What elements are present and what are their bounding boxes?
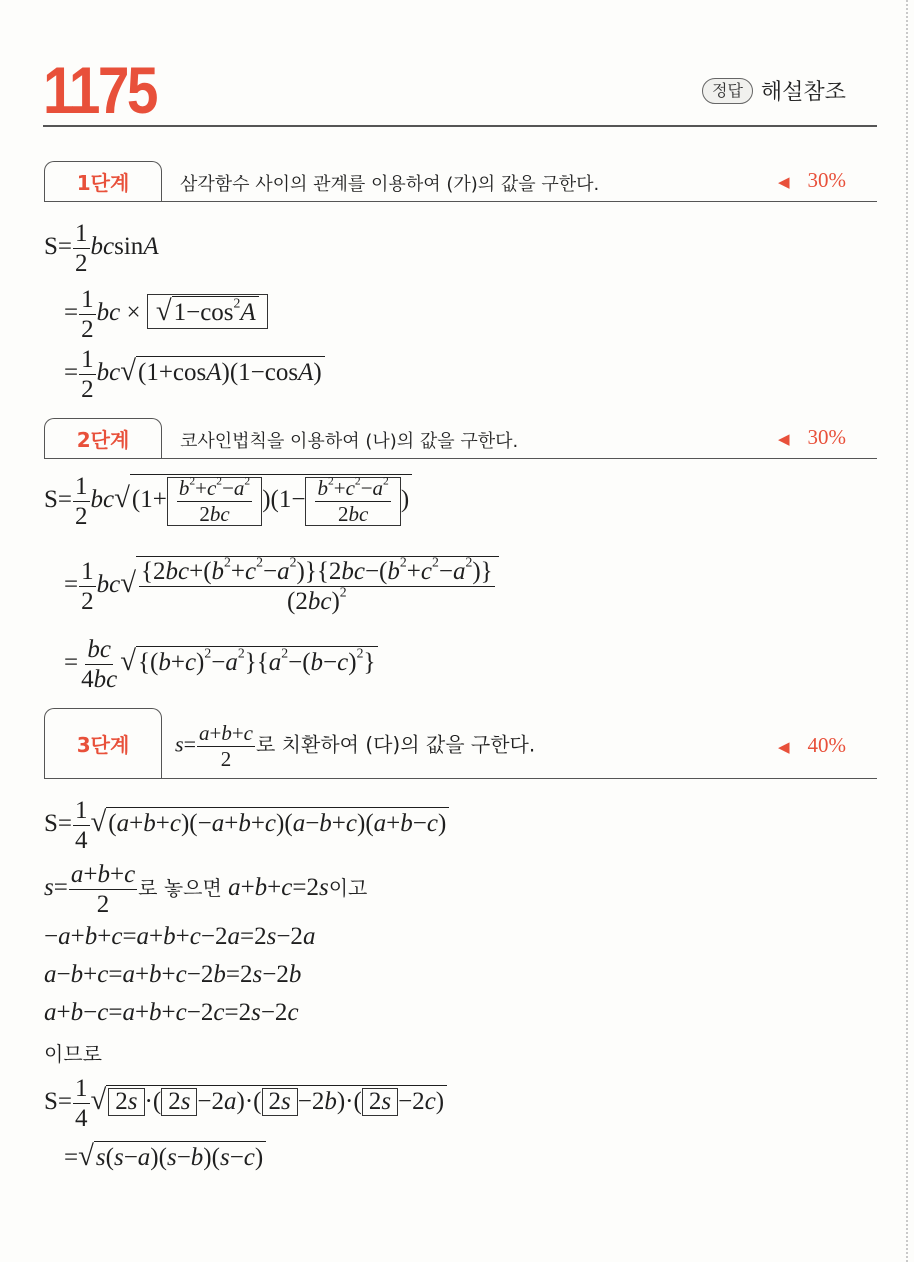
step-3-line-1: S= $\frac{1}{4}$ √(a+b+c)(−a+b+c)(a−b+c)(a+b−c) — [44, 798, 449, 853]
blank-da-box-1: 2s — [108, 1088, 144, 1116]
step-1-line-3: = $\frac{1}{2}$ bc√(1+cosA)(1−cosA) — [64, 347, 325, 402]
left-triangle-icon: ◀ — [777, 432, 790, 448]
blank-da-box-2: 2s — [161, 1088, 197, 1116]
step-2-tab: 2단계 — [44, 418, 162, 458]
step-3-line-5: a+b−c=a+b+c−2c=2s−2c — [44, 999, 299, 1026]
step-3-tab: 3단계 — [44, 708, 162, 778]
step-2-percent: ◀ 30% — [777, 425, 846, 449]
step-1-description: 삼각함수 사이의 관계를 이용하여 (가)의 값을 구한다. — [180, 174, 600, 195]
step-2-line-1: S= $\frac{1}{2}$ bc√(1+ $\frac{b^2+c^2-a^2}{2bc}$ )(1− $\frac{b^2+c^2-a^2}{2bc}$ ) — [44, 474, 412, 529]
step-2-description: 코사인법칙을 이용하여 (나)의 값을 구한다. — [180, 431, 519, 452]
blank-da-box-4: 2s — [362, 1088, 398, 1116]
step-3-line-2: s= $\frac{a+b+c}{2}$ 로 놓으면 a+b+c=2s이고 — [44, 861, 368, 918]
blank-da-box-3: 2s — [262, 1088, 298, 1116]
step-1-percent: ◀ 30% — [777, 168, 846, 192]
step-3-line-3: −a+b+c=a+b+c−2a=2s−2a — [44, 923, 316, 950]
blank-ga-box: $√1-\cos^2A$ — [147, 294, 268, 329]
step-3-percent: ◀ 40% — [777, 733, 846, 757]
step-3-line-8: =√s(s−a)(s−b)(s−c) — [64, 1140, 266, 1173]
step-3-line-7: S= $\frac{1}{4}$ √ 2s ·( 2s −2a)·( 2s −2b)·( 2s −2c) — [44, 1076, 447, 1131]
header-rule — [43, 125, 877, 127]
answer-text: 해설참조 — [760, 80, 846, 105]
step-1-line-1: S= $\frac{1}{2}$ bcsinA — [44, 220, 159, 277]
problem-number: 1175 — [43, 53, 156, 127]
step-2-line-3: = $\frac{bc}{4bc}$ $√\{(b+c)^2-a^2\}\{a^2-(b-c)^2\}$ — [64, 637, 378, 692]
step-3-line-4: a−b+c=a+b+c−2b=2s−2b — [44, 961, 302, 988]
step-3-rule — [44, 778, 877, 779]
blank-na-box-2: $\frac{b^2+c^2-a^2}{2bc}$ — [305, 477, 400, 526]
left-triangle-icon: ◀ — [777, 175, 790, 191]
left-triangle-icon: ◀ — [777, 740, 790, 756]
page-edge-dotted — [906, 0, 908, 1262]
step-3-line-6: 이므로 — [44, 1042, 102, 1066]
step-3-description: s= $\frac{a+b+c}{2}$ 로 치환하여 (다)의 값을 구한다. — [175, 721, 536, 771]
answer-badge: 정답 — [702, 78, 753, 104]
step-1-tab: 1단계 — [44, 161, 162, 201]
step-1-line-2: = $\frac{1}{2}$ bc × $√1-\cos^2A$ — [64, 287, 268, 342]
blank-na-box-1: $\frac{b^2+c^2-a^2}{2bc}$ — [167, 477, 262, 526]
answer-label — [702, 75, 846, 106]
step-2-line-2: = $\frac{1}{2}$ bc√ $\frac{\{2bc+(b^2+c^2-a^2)\}\{2bc-(b^2+c^2-a^2)\}}{(2bc)^2}$ — [64, 556, 499, 614]
step-1-rule — [44, 201, 877, 202]
step-2-rule — [44, 458, 877, 459]
